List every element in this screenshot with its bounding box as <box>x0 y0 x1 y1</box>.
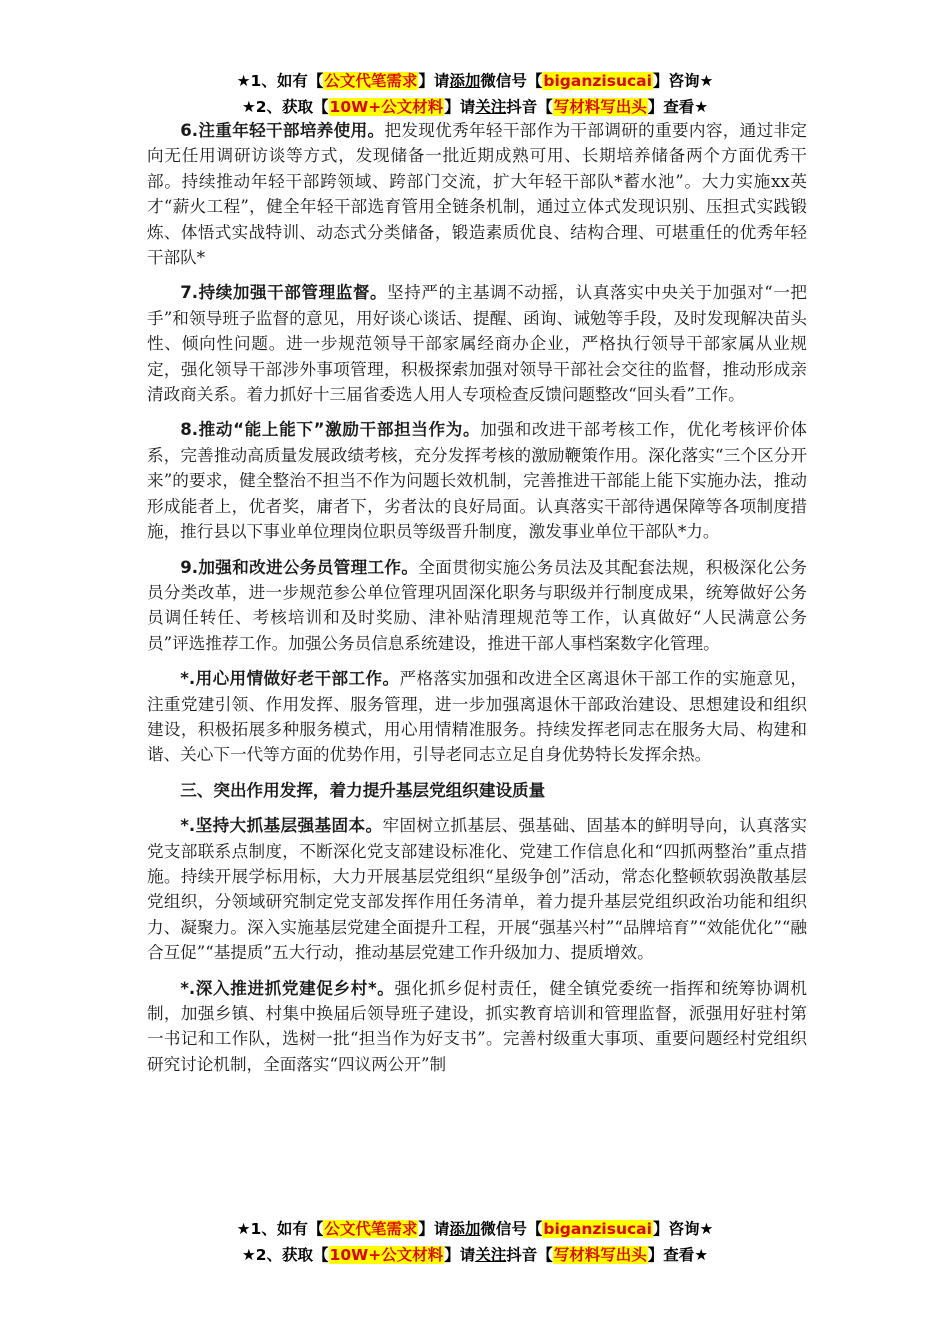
paragraph-text: 严格落实加强和改进全区离退休干部工作的实施意见，注重党建引领、作用发挥、服务管理，进一步加强离退休干部政治建设、思想建设和组织建设，积极拓展多种服务模式，用心用情精准服务。持续发挥老同志在服务大局、构建和谐、关心下一代等方面的优势作用，引导老同志立足自身优势特长发挥余热。 <box>147 669 807 765</box>
promo-text: ★1、如有【 <box>236 72 324 90</box>
paragraph-text: 牢固树立抓基层、强基础、固基本的鲜明导向，认真落实党支部联系点制度，不断深化党支部建设标准化、党建工作信息化和“四抓两整治”重点措施。持续开展学标用标，大力开展基层党组织“星级争创”活动，常态化整顿软弱涣散基层党组织，分领域研究制定党支部发挥作用任务清单，着力提升基层党组织政治功能和组织力、凝聚力。深入实施基层党建全面提升工程，开展“强基兴村”“品牌培育”“效能优化”“融合互促”“基提质”五大行动，推动基层党建工作升级加力、提质增效。 <box>147 816 808 963</box>
paragraph-8 <box>147 417 807 544</box>
promo-text: ★1、如有【 <box>236 1220 324 1238</box>
promo-highlight: 公文代笔需求 <box>324 1220 418 1238</box>
paragraph-heading: 6.注重年轻干部培养使用。 <box>180 121 385 140</box>
promo-text: 】请 <box>418 1220 450 1238</box>
section-heading: 三、突出作用发挥，着力提升基层党组织建设质量 <box>180 780 546 800</box>
promo-text: 】请 <box>444 1246 476 1264</box>
promo-text: ★2、获取【 <box>241 1246 329 1264</box>
paragraph-heading: *.坚持大抓基层强基固本。 <box>180 816 383 836</box>
promo-highlight: biganzisucai <box>543 72 652 90</box>
promo-underline: 添加 <box>449 72 481 90</box>
promo-line-1 <box>0 1216 950 1242</box>
promo-line-2 <box>0 1242 950 1268</box>
promo-highlight: 10W+公文材料 <box>329 98 444 116</box>
promo-banner-bottom <box>0 1216 950 1268</box>
paragraph-text: 把发现优秀年轻干部作为干部调研的重要内容，通过非定向无任用调研访谈等方式，发现储备一批近期成熟可用、长期培养储备两个方面优秀干部。持续推动年轻干部跨领域、跨部门交流，扩大年轻干部队*蓄水池”。大力实施xx英才“薪火工程”，健全年轻干部选育管用全链条机制，通过立体式发现识别、压担式实践锻炼、体悟式实战特训、动态式分类储备，锻造素质优良、结构合理、可堪重任的优秀年轻干部队* <box>147 121 807 268</box>
paragraph-heading: 8.推动“能上能下”激励干部担当作为。 <box>180 420 481 440</box>
promo-banner-top <box>0 68 950 120</box>
paragraph-heading: 9.加强和改进公务员管理工作。 <box>180 557 419 577</box>
promo-highlight: biganzisucai <box>543 1220 652 1238</box>
paragraph-11 <box>147 813 807 965</box>
promo-underline: 关注 <box>475 1246 507 1264</box>
paragraph-heading: *.深入推进抓党建促乡村*。 <box>180 978 395 998</box>
promo-text: 抖音【 <box>506 98 553 116</box>
promo-highlight: 写材料写出头 <box>553 1246 647 1264</box>
promo-line-2 <box>0 94 950 120</box>
promo-text: ★2、获取【 <box>241 98 329 116</box>
promo-text: 】查看★ <box>647 1246 709 1264</box>
promo-text: 】请 <box>444 98 476 116</box>
paragraph-heading: *.用心用情做好老干部工作。 <box>180 669 400 689</box>
paragraph-6 <box>147 118 807 270</box>
promo-highlight: 公文代笔需求 <box>324 72 418 90</box>
promo-highlight: 10W+公文材料 <box>329 1246 444 1264</box>
paragraph-7 <box>147 280 807 407</box>
paragraph-text: 坚持严的主基调不动摇，认真落实中央关于加强对“一把手”和领导班子监督的意见，用好谈心谈话、提醒、函询、诫勉等手段，及时发现解决苗头性、倾向性问题。进一步规范领导干部家属经商办企业，严格执行领导干部家属从业规定，强化领导干部涉外事项管理，积极探索加强对领导干部社会交往的监督，推动形成亲清政商关系。着力抓好十三届省委选人用人专项检查反馈问题整改“回头看”工作。 <box>147 283 807 405</box>
paragraph-12 <box>147 976 807 1078</box>
promo-highlight: 写材料写出头 <box>553 98 647 116</box>
promo-text: 】咨询★ <box>652 1220 714 1238</box>
promo-line-1 <box>0 68 950 94</box>
promo-underline: 关注 <box>475 98 507 116</box>
paragraph-text: 强化抓乡促村责任，健全镇党委统一指挥和统筹协调机制，加强乡镇、村集中换届后领导班子建设，抓实教育培训和管理监督，派强用好驻村第一书记和工作队，选树一批“担当作为好支书”。完善村级重大事项、重要问题经村党组织研究讨论机制，全面落实“四议两公开”制 <box>147 978 807 1074</box>
promo-text: 微信号【 <box>480 72 543 90</box>
promo-text: 抖音【 <box>506 1246 553 1264</box>
paragraph-10 <box>147 666 807 768</box>
document-body <box>147 118 807 1087</box>
promo-text: 微信号【 <box>480 1220 543 1238</box>
promo-underline: 添加 <box>449 1220 481 1238</box>
paragraph-text: 全面贯彻实施公务员法及其配套法规，积极深化公务员分类改革，进一步规范参公单位管理巩固深化职务与职级并行制度成果，统筹做好公务员调任转任、考核培训和及时奖励、津补贴清理规范等工作，认真做好“人民满意公务员”评选推荐工作。加强公务员信息系统建设，推进干部人事档案数字化管理。 <box>147 557 807 653</box>
paragraph-9 <box>147 555 807 657</box>
promo-text: 】请 <box>418 72 450 90</box>
promo-text: 】咨询★ <box>652 72 714 90</box>
promo-text: 】查看★ <box>647 98 709 116</box>
paragraph-heading: 7.持续加强干部管理监督。 <box>180 283 388 303</box>
paragraph-text: 加强和改进干部考核工作，优化考核评价体系，完善推动高质量发展政绩考核，充分发挥考核的激励鞭策作用。深化落实“三个区分开来”的要求，健全整治不担当不作为问题长效机制，完善推进干部能上能下实施办法，推动形成能者上，优者奖，庸者下，劣者汰的良好局面。认真落实干部待遇保障等各项制度措施，推行县以下事业单位理岗位职员等级晋升制度，激发事业单位干部队*力。 <box>147 420 807 542</box>
